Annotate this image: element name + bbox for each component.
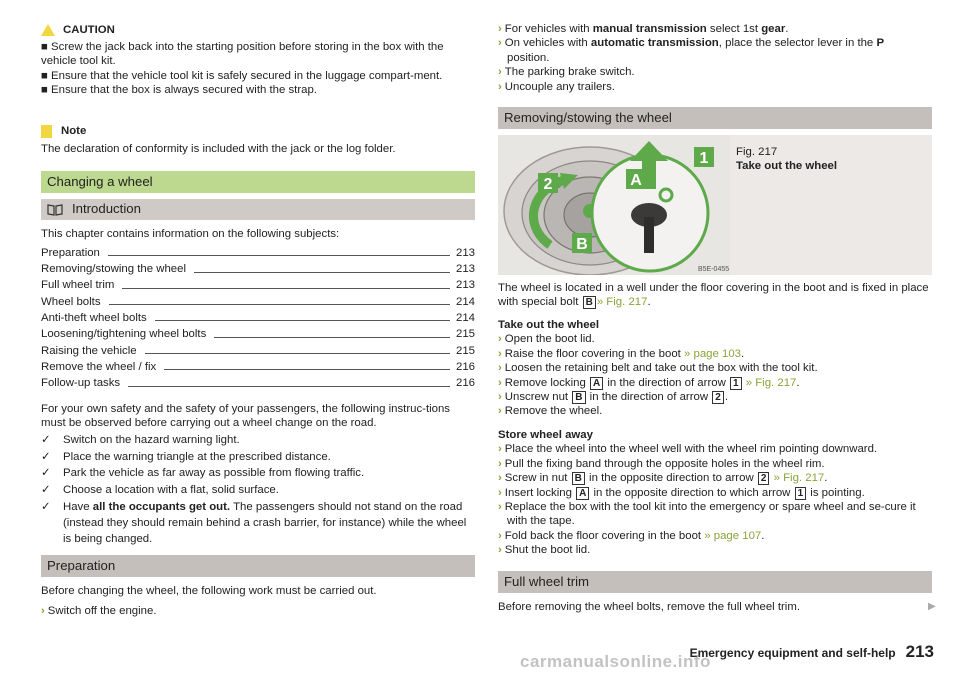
- chevron-right-icon: ›: [498, 37, 502, 50]
- toc-entry[interactable]: Anti-theft wheel bolts 214: [41, 312, 475, 325]
- toc-entry[interactable]: Full wheel trim 213: [41, 279, 475, 292]
- chevron-right-icon: ›: [498, 66, 502, 79]
- check-item: ✓ Choose a location with a flat, solid surface.: [41, 482, 475, 499]
- chevron-right-icon: ›: [498, 347, 502, 360]
- chevron-right-icon: ›: [498, 23, 502, 35]
- chevron-right-icon: ›: [498, 501, 502, 514]
- chevron-right-icon: ›: [498, 486, 502, 499]
- note-header: [41, 123, 475, 139]
- figure-caption: [736, 145, 837, 174]
- check-item: ✓ Place the warning triangle at the prescribed distance.: [41, 449, 475, 466]
- full-wheel-trim-text: Before removing the wheel bolts, remove the full wheel trim.: [498, 601, 800, 613]
- caution-item: ■ Ensure that the box is always secured with the strap.: [41, 84, 317, 97]
- ref-box: 1: [730, 377, 742, 390]
- page-link[interactable]: » page 107: [704, 529, 762, 542]
- note-icon: [41, 125, 52, 138]
- check-item: ✓ Park the vehicle as far away as possible from flowing traffic.: [41, 465, 475, 482]
- preparation-steps-cont: [498, 22, 934, 94]
- ref-box: B: [572, 472, 585, 485]
- fig-label-2: 2: [543, 176, 553, 193]
- note-text: The declaration of conformity is included with the jack or the log folder.: [41, 143, 396, 155]
- preparation-step: › For vehicles with manual transmission select 1st gear.: [498, 23, 789, 35]
- chevron-right-icon: ›: [498, 333, 502, 346]
- check-item: ✓ Switch on the hazard warning light.: [41, 432, 475, 449]
- caution-item: ■ Ensure that the vehicle tool kit is safely secured in the luggage compart-ment.: [41, 69, 443, 82]
- watermark: carmanualsonline.info: [520, 652, 711, 671]
- step: › Open the boot lid.: [498, 333, 595, 346]
- section-heading-changing-wheel: Changing a wheel: [41, 171, 475, 193]
- ref-box: B: [572, 391, 585, 404]
- chevron-right-icon: ›: [498, 391, 502, 404]
- fig-label-1: 1: [699, 150, 709, 167]
- preparation-step: › On vehicles with automatic transmission, place the selector lever in the P position.: [498, 37, 885, 64]
- warning-icon: [41, 24, 55, 36]
- toc-entry[interactable]: Loosening/tightening wheel bolts 215: [41, 328, 475, 341]
- fig-link[interactable]: » Fig. 217: [773, 472, 825, 485]
- fig-link[interactable]: » Fig. 217: [596, 296, 648, 309]
- toc-entry[interactable]: Wheel bolts 214: [41, 295, 475, 308]
- page-number: 213: [905, 642, 934, 661]
- fig-code: B5E-0455: [698, 266, 730, 273]
- chevron-right-icon: ›: [498, 362, 502, 375]
- section-heading-removing: Removing/stowing the wheel: [498, 107, 932, 129]
- wheel-illustration: [498, 135, 730, 275]
- ref-box: 1: [795, 487, 807, 500]
- toc-entry[interactable]: Follow-up tasks 216: [41, 377, 475, 390]
- step: › Screw in nut B in the opposite direction to arrow 2 » Fig. 217.: [498, 472, 828, 485]
- safety-text: For your own safety and the safety of your passengers, the following instruc-tions must be observed before carrying out a wheel change on the road.: [41, 403, 451, 430]
- ref-box: 2: [712, 391, 724, 404]
- preparation-lead: Before changing the wheel, the following work must be carried out.: [41, 585, 377, 597]
- preparation-step: › The parking brake switch.: [498, 66, 635, 79]
- caution-item: ■ Screw the jack back into the starting position before storing in the box with the vehicle tool kit.: [41, 41, 444, 68]
- step: › Remove locking A in the direction of arrow 1 » Fig. 217.: [498, 376, 800, 389]
- take-out-heading: Take out the wheel: [498, 319, 600, 331]
- ref-box: B: [583, 296, 596, 309]
- section-heading-preparation: Preparation: [41, 555, 475, 577]
- intro-lead: This chapter contains information on the following subjects:: [41, 228, 340, 240]
- footer-section: Emergency equipment and self-help: [689, 646, 896, 660]
- step: › Replace the box with the tool kit into the emergency or spare wheel and se-cure it with the tape.: [498, 501, 916, 528]
- chevron-right-icon: ›: [498, 376, 502, 389]
- fig-label-b: B: [576, 236, 588, 253]
- toc-entry[interactable]: Remove the wheel / fix 216: [41, 360, 475, 373]
- fig-link[interactable]: » Fig. 217: [745, 376, 797, 389]
- removing-paragraph: The wheel is located in a well under the floor covering in the boot and is fixed in place with special bolt B » Fig. 217.: [498, 282, 929, 309]
- ref-box: A: [590, 377, 603, 390]
- chevron-right-icon: ›: [498, 472, 502, 485]
- step: › Raise the floor covering in the boot » page 103.: [498, 347, 745, 360]
- section-heading-introduction: Introduction: [41, 199, 475, 220]
- continue-arrow-icon: ▶: [928, 601, 936, 612]
- caution-header: [41, 22, 475, 38]
- store-heading: Store wheel away: [498, 429, 593, 441]
- step: › Place the wheel into the wheel well with the wheel rim pointing downward.: [498, 443, 878, 456]
- figure-title: Take out the wheel: [736, 160, 838, 173]
- chevron-right-icon: ›: [498, 529, 502, 542]
- figure-number: Fig. 217: [736, 146, 778, 158]
- step: › Pull the fixing band through the opposite holes in the wheel rim.: [498, 457, 825, 470]
- ref-box: A: [576, 487, 589, 500]
- toc-list: [41, 244, 475, 391]
- ref-box: 2: [758, 472, 770, 485]
- store-steps: [498, 428, 934, 558]
- toc-entry[interactable]: Preparation 213: [41, 246, 475, 259]
- caution-box: [41, 22, 475, 98]
- checklist: [41, 432, 475, 547]
- step: › Fold back the floor covering in the boot » page 107.: [498, 529, 765, 542]
- toc-entry[interactable]: Raising the vehicle 215: [41, 344, 475, 357]
- section-heading-full-wheel-trim: Full wheel trim: [498, 571, 932, 593]
- step: › Shut the boot lid.: [498, 544, 591, 557]
- book-icon: [47, 204, 63, 216]
- preparation-step: › Switch off the engine.: [41, 605, 157, 617]
- preparation-step: › Uncouple any trailers.: [498, 80, 615, 93]
- chevron-right-icon: ›: [498, 80, 502, 93]
- fig-label-a: A: [630, 172, 642, 189]
- step: › Insert locking A in the opposite direction to which arrow 1 is pointing.: [498, 486, 865, 499]
- toc-entry[interactable]: Removing/stowing the wheel 213: [41, 263, 475, 276]
- chevron-right-icon: ›: [498, 443, 502, 456]
- note-box: [41, 123, 475, 156]
- take-out-steps: [498, 318, 934, 419]
- step: › Loosen the retaining belt and take out the box with the tool kit.: [498, 362, 818, 375]
- chevron-right-icon: ›: [498, 405, 502, 418]
- caution-heading: CAUTION: [63, 23, 115, 36]
- check-item: ✓ Have all the occupants get out. The passengers should not stand on the road (instead they should remain behind a crash barrier, for instance) while the wheel is being changed.: [41, 499, 475, 547]
- chevron-right-icon: ›: [41, 605, 45, 617]
- chevron-right-icon: ›: [498, 544, 502, 557]
- note-heading: Note: [61, 124, 87, 137]
- page-footer: [689, 642, 934, 661]
- chevron-right-icon: ›: [498, 457, 502, 470]
- figure-217: [498, 135, 932, 275]
- step: › Remove the wheel.: [498, 405, 603, 418]
- step: › Unscrew nut B in the direction of arrow 2 .: [498, 391, 728, 404]
- page-link[interactable]: » page 103: [684, 347, 742, 360]
